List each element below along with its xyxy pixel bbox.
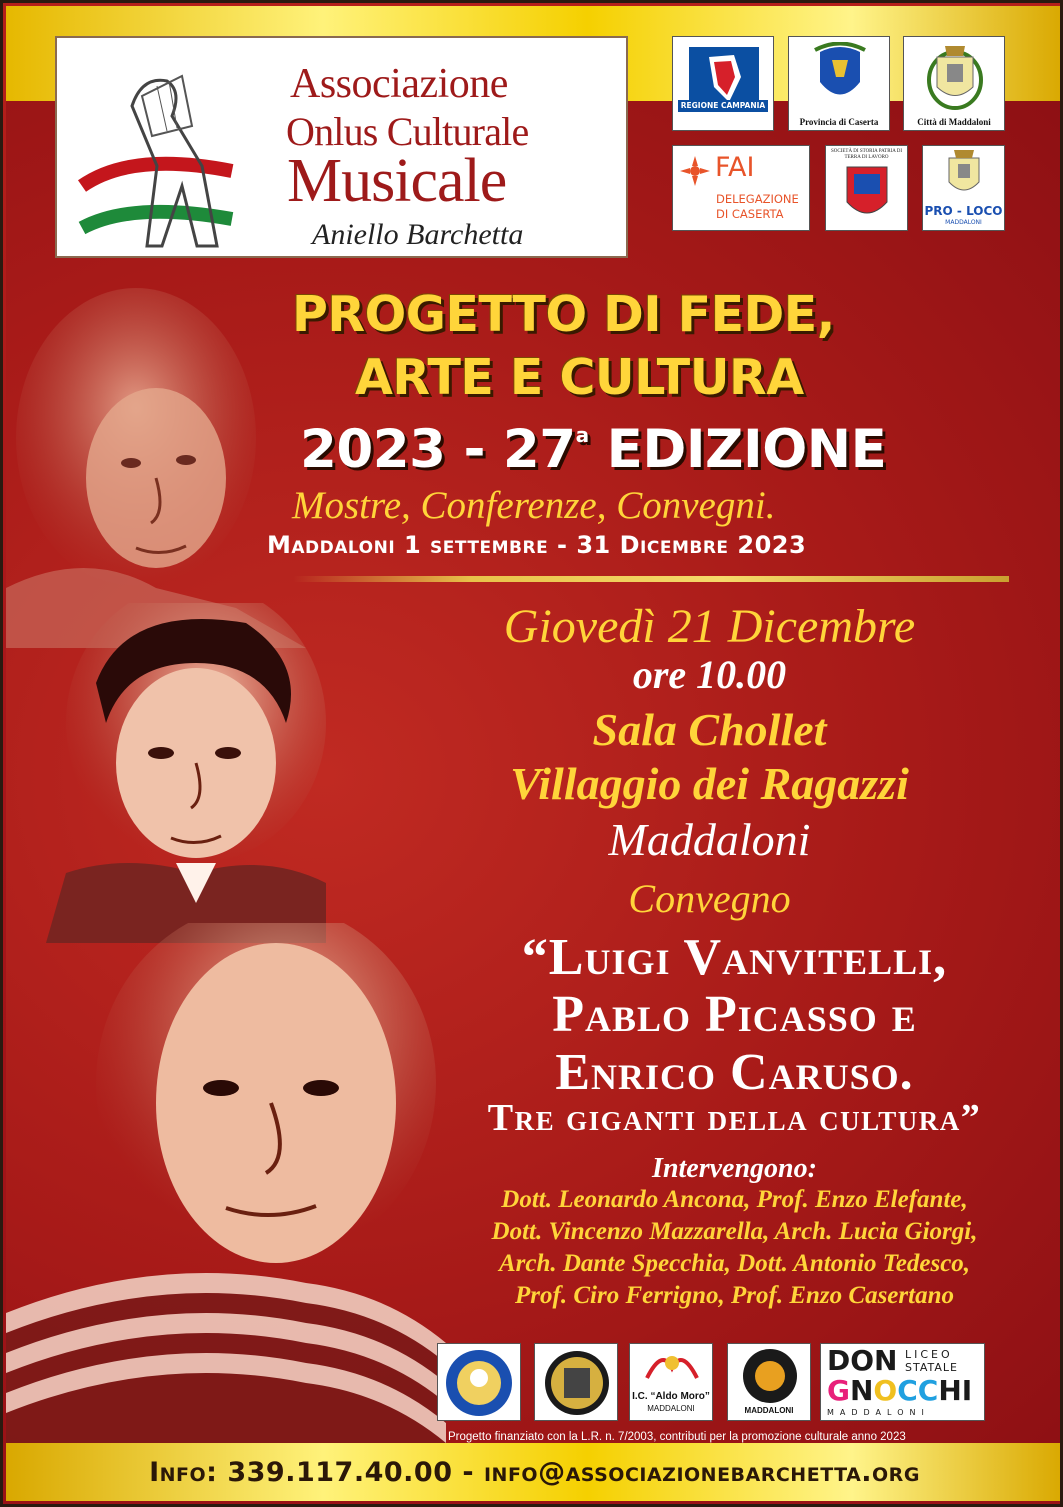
association-name-line1: Associazione: [290, 61, 508, 107]
events-subtitle: Mostre, Conferenze, Convegni.: [292, 484, 776, 527]
event-time: ore 10.00: [632, 652, 787, 697]
edition-ordinal: a: [575, 423, 589, 447]
edition-title: [300, 419, 886, 480]
fai-logo-icon: [680, 156, 710, 186]
societa-storia-label: SOCIETÀ DI STORIA PATRIA DI TERRA DI LAVORO: [830, 149, 903, 160]
don-gnocchi-city: MADDALONI: [827, 1408, 930, 1417]
contact-info: Info: 339.117.40.00 - info@associazionebarchetta.org: [149, 1456, 920, 1488]
event-room: Sala Chollet: [592, 704, 827, 755]
sponsor-school-crest: [534, 1343, 618, 1421]
patron-provincia-label: Provincia di Caserta: [799, 117, 879, 127]
aldo-moro-sub: MADDALONI: [647, 1404, 695, 1413]
event-day: Giovedì 21 Dicembre: [503, 600, 916, 653]
citta-maddaloni-crest-icon: [925, 42, 985, 112]
gold-divider: [293, 576, 1009, 582]
patron-citta-maddaloni: [903, 36, 1005, 131]
school-crest-icon: [542, 1348, 612, 1418]
association-name-line4: Aniello Barchetta: [312, 218, 524, 251]
talk-title-line3: Enrico Caruso.: [555, 1044, 914, 1101]
statale-word: STATALE: [905, 1361, 958, 1374]
pro-loco-sub: MADDALONI: [945, 219, 982, 226]
pro-loco-crest-icon: [944, 150, 984, 200]
talk-title-line4: Tre giganti della cultura”: [487, 1097, 982, 1139]
speakers-line: Prof. Ciro Ferrigno, Prof. Enzo Casertano: [515, 1282, 954, 1309]
project-dates: Maddaloni 1 settembre - 31 Dicembre 2023: [267, 531, 807, 559]
event-venue: Villaggio dei Ragazzi: [510, 758, 909, 809]
fai-sub2: DI CASERTA: [716, 207, 784, 221]
speakers-line: Arch. Dante Specchia, Dott. Antonio Tedesco,: [498, 1250, 971, 1277]
pro-loco-label: PRO - LOCO: [924, 204, 1003, 218]
event-type: Convegno: [628, 876, 791, 921]
edition-word: EDIZIONE: [588, 419, 887, 480]
patron-fai: [672, 145, 810, 231]
project-title-line2: ARTE E CULTURA: [355, 349, 804, 406]
portrait-vanvitelli: [6, 288, 306, 648]
provincia-caserta-crest-icon: [810, 42, 870, 112]
fai-title: FAI: [715, 152, 755, 183]
event-town: Maddaloni: [608, 814, 811, 865]
funding-note: Progetto finanziato con la L.R. n. 7/2003, contributi per la promozione culturale anno 2023: [448, 1431, 906, 1443]
association-name-line2: Onlus Culturale: [286, 109, 529, 154]
patron-pro-loco: [922, 145, 1005, 231]
speakers-heading: Intervengono:: [652, 1153, 817, 1184]
patron-regione-campania: [672, 36, 774, 131]
lyre-player-logo-icon: [72, 56, 272, 256]
don-gnocchi-label: DON GNOCCHI: [827, 1344, 973, 1407]
societa-storia-crest-icon: [842, 162, 892, 227]
project-title-line1: PROGETTO DI FEDE,: [292, 286, 835, 343]
aldo-moro-label: I.C. “Aldo Moro”: [632, 1391, 710, 1402]
speakers-line: Dott. Vincenzo Mazzarella, Arch. Lucia Giorgi,: [491, 1218, 978, 1245]
sponsor-maddaloni-circle: [727, 1343, 811, 1421]
patron-citta-label: Città di Maddaloni: [917, 117, 991, 127]
patron-provincia-caserta: [788, 36, 890, 131]
association-name-line3: Musicale: [287, 147, 507, 215]
footer-gold-band: [6, 1443, 1063, 1501]
sponsor-ic-aldo-moro: [629, 1343, 713, 1421]
patron-regione-label: REGIONE CAMPANIA: [678, 100, 768, 112]
association-logo-box: [55, 36, 628, 258]
maddaloni-circle-label: MADDALONI: [744, 1406, 794, 1415]
talk-title-line1: “Luigi Vanvitelli,: [521, 929, 948, 986]
patron-societa-storia: [825, 145, 908, 231]
sponsor-liceo-don-gnocchi: [820, 1343, 985, 1421]
fai-sub1: DELEGAZIONE: [716, 192, 799, 206]
aldo-moro-logo-icon: [642, 1348, 702, 1390]
speakers-line: Dott. Leonardo Ancona, Prof. Enzo Elefante,: [501, 1186, 968, 1213]
edition-year: 2023 - 27: [300, 419, 576, 480]
liceo-word: LICEO: [905, 1348, 953, 1361]
maddaloni-circle-logo-icon: [742, 1348, 798, 1404]
convitto-seal-icon: [442, 1348, 516, 1418]
talk-title-line2: Pablo Picasso e: [552, 986, 917, 1043]
sponsor-convitto: [437, 1343, 521, 1421]
